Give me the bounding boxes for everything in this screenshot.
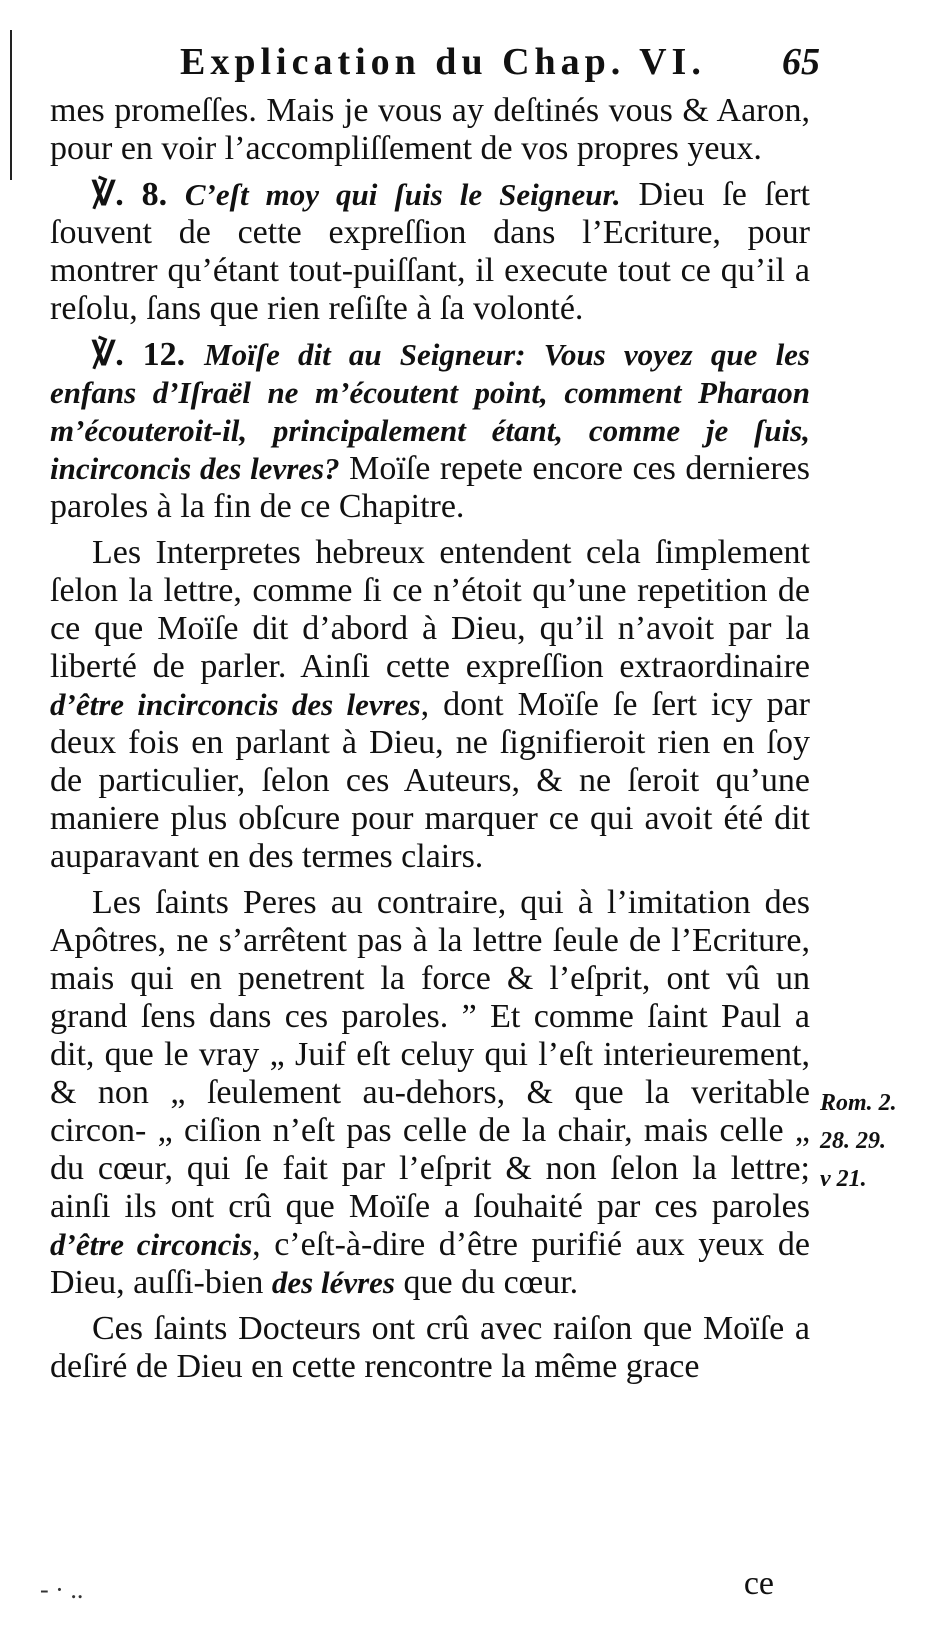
margin-note: 28. 29. [820, 1128, 886, 1154]
paragraph [50, 534, 810, 876]
paragraph [50, 336, 810, 526]
catchword: ce [743, 1565, 774, 1602]
paragraph [50, 92, 810, 168]
verse-number: ℣. 12. [92, 336, 205, 373]
page-edge-rule [10, 30, 12, 180]
paragraph [50, 176, 810, 328]
running-title: Explication du Chap. VI. [180, 41, 706, 83]
italic-quote: Moïſe dit au Seigneur: Vous voyez que les enfans d’Iſraël ne m’écoutent point, comment Pharaon m’écouteroit-il, principalement étant, comme je ſuis, incirconcis des levres? [50, 337, 811, 486]
text-run: Les Interpretes hebreux entendent cela ſimplement ſelon la lettre, comme ſi ce n’étoit qu’une repetition de ce que Moïſe dit d’abord à Dieu, qu’il n’avoit par la liberté de parler. Ainſi cette expreſſion extraordinaire [50, 534, 810, 685]
text-run: , c’eſt-à-dire d’être purifié aux yeux de Dieu, auſſi-bien [50, 1226, 810, 1301]
body-text [50, 92, 810, 1394]
italic-quote: d’être incirconcis des levres [50, 687, 421, 722]
text-run: Ces ſaints Docteurs ont crû avec raiſon que Moïſe a deſiré de Dieu en cette rencontre la même grace [50, 1310, 810, 1385]
page-number: 65 [782, 41, 820, 83]
margin-note: v 21. [820, 1166, 867, 1192]
text-run: Les ſaints Peres au contraire, qui à l’imitation des Apôtres, ne s’arrêtent pas à la lettre ſeule de l’Ecriture, mais qui en penetrent la force & l’eſprit, ont vû un grand ſens dans ces paroles. ” Et comme ſaint Paul a dit, que le vray „ Juif eſt celuy qui l’eſt interieurement, & non „ ſeulement au-dehors, & que la veritable circon- „ ciſion n’eſt pas celle de la chair, mais celle „ du cœur, qui ſe fait par l’eſprit & non ſelon la lettre; ainſi ils ont crû que Moïſe a ſouhaité par ces paroles [50, 884, 810, 1225]
text-run: Dieu ſe ſert ſouvent de cette expreſſion dans l’Ecriture, pour montrer qu’étant tout-puiſſant, il execute tout ce qu’il a reſolu, ſans que rien reſiſte à ſa volonté. [50, 176, 810, 327]
text-run: Moïſe repete encore ces dernieres paroles à la fin de ce Chapitre. [50, 450, 810, 525]
italic-quote: C’eſt moy qui ſuis le Seigneur. [184, 177, 621, 212]
italic-quote: d’être circoncis [50, 1227, 253, 1262]
paragraph [50, 884, 810, 1302]
text-run: que du cœur. [394, 1264, 579, 1301]
running-header [180, 40, 820, 100]
text-run: , dont Moïſe ſe ſert icy par deux fois en parlant à Dieu, ne ſignifieroit rien en ſoy de particulier, ſelon ces Auteurs, & ne ſeroit qu’une maniere plus obſcure pour marquer ce qui avoit été dit auparavant en des termes clairs. [50, 686, 810, 875]
margin-notes [820, 1084, 920, 1198]
verse-number: ℣. 8. [92, 176, 185, 213]
text-run: mes promeſſes. Mais je vous ay deſtinés vous & Aaron, pour en voir l’accompliſſement de vos propres yeux. [50, 92, 810, 167]
italic-quote: des lévres [271, 1265, 395, 1300]
paragraph [50, 1310, 810, 1386]
print-specks: - · .. [40, 1575, 84, 1604]
margin-note: Rom. 2. [820, 1090, 897, 1116]
